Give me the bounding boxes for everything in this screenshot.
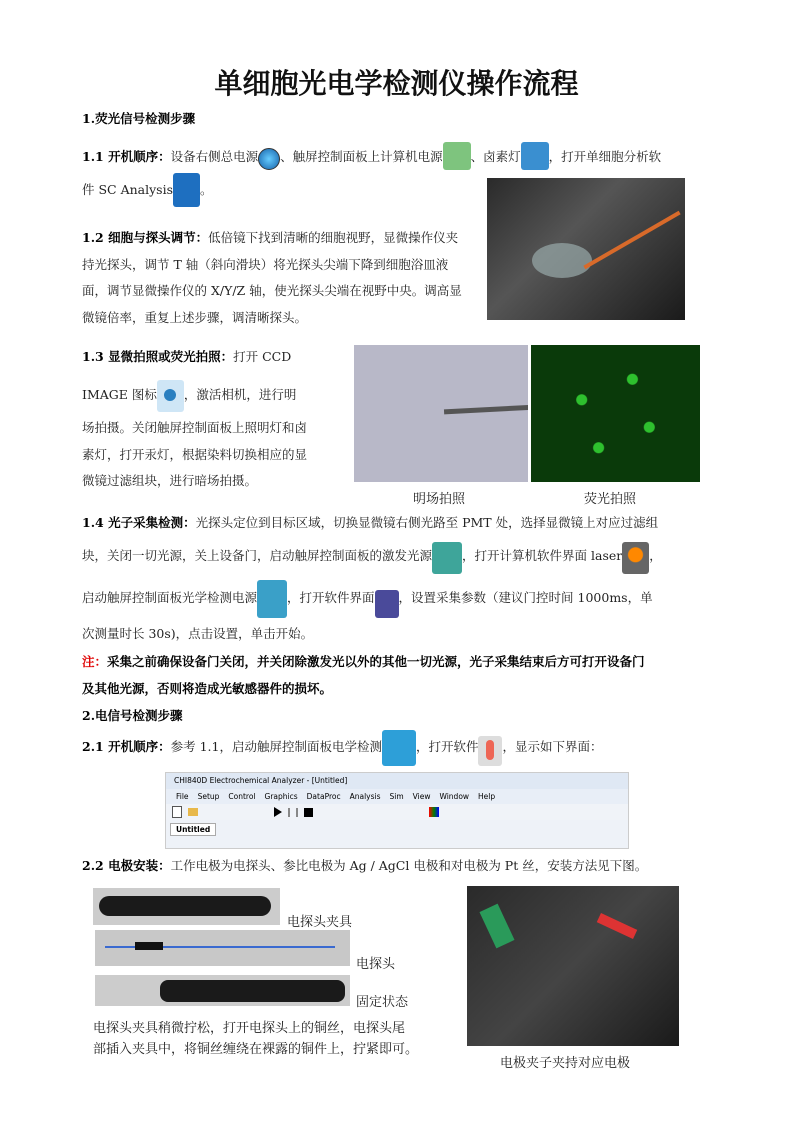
- text: 、卤素灯: [470, 149, 521, 164]
- text: 场拍摄。关闭触屏控制面板上照明灯和卤素灯，打开汞灯，根据染料切换相应的显微镜过滤组块，进行暗场拍摄。: [82, 420, 308, 488]
- para-label: 2.2 电极安装：: [82, 858, 171, 873]
- heading-text: 荧光信号检测步骤: [95, 111, 196, 126]
- laser-icon[interactable]: [622, 542, 649, 574]
- app-title-bar: CHI840D Electrochemical Analyzer - [Untitled]: [166, 773, 628, 789]
- stop-icon[interactable]: [304, 808, 313, 817]
- open-icon[interactable]: [188, 808, 198, 816]
- caption-probe-holder: 电探头夹具: [287, 915, 353, 930]
- text: ，打开软件: [415, 739, 479, 754]
- para-1-4-line1: [82, 513, 658, 533]
- play-icon[interactable]: [274, 807, 282, 817]
- menu-dataproc[interactable]: DataProc: [306, 792, 341, 801]
- electrical-detection-icon: [382, 730, 416, 766]
- sc-analysis-icon[interactable]: [173, 173, 200, 207]
- text: 设备右侧总电源: [170, 149, 259, 164]
- caption-electric-probe: 电探头: [356, 957, 396, 972]
- para-1-1-line1: [82, 142, 661, 170]
- caption-fluorescence: 荧光拍照: [584, 492, 637, 507]
- app-toolbar: [166, 804, 628, 820]
- section-2-heading: 2.电信号检测步骤: [82, 708, 183, 723]
- para-1-3-rest: [82, 415, 318, 495]
- section-1-heading: [82, 109, 195, 127]
- fixed-state-photo: [95, 975, 350, 1006]
- new-file-icon[interactable]: [172, 806, 182, 818]
- app-tab-bar: [166, 820, 628, 836]
- note-line1: [82, 652, 645, 670]
- para-1-3-line2: [82, 378, 296, 412]
- text: 块，关闭一切光源，关上设备门，启动触屏控制面板的激发光源: [82, 548, 433, 563]
- para-1-1-line2: [82, 173, 213, 207]
- text: ，设置采集参数（建议门控时间 1000ms，单: [398, 590, 653, 605]
- para-1-4-line4: 次测量时长 30s)，点击设置，单击开始。: [82, 626, 314, 641]
- photon-counting-icon[interactable]: [375, 590, 399, 618]
- menu-file[interactable]: File: [176, 792, 189, 801]
- para-1-4-line2: [82, 538, 662, 574]
- text: 光探头定位到目标区域，切换显微镜右侧光路至 PMT 处，选择显微镜上对应过滤组: [195, 515, 659, 530]
- power-icon: [258, 148, 280, 170]
- heading-num: 1.: [82, 111, 96, 126]
- computer-icon: [443, 142, 471, 170]
- app-menu-bar: [166, 789, 628, 804]
- text: IMAGE 图标: [82, 387, 157, 402]
- ccd-camera-icon: [157, 380, 184, 412]
- menu-graphics[interactable]: Graphics: [264, 792, 298, 801]
- excitation-light-icon: [432, 542, 462, 574]
- electrode-note-line2: 部插入夹具中，将铜丝缠绕在裸露的铜件上，拧紧即可。: [93, 1042, 419, 1057]
- electrode-note-line1: 电探头夹具稍微拧松，打开电探头上的铜丝，电探头尾: [93, 1021, 406, 1036]
- text: 参考 1.1，启动触屏控制面板电学检测: [170, 739, 382, 754]
- text: ，打开软件界面: [287, 590, 375, 605]
- caption-fixed-state: 固定状态: [356, 995, 409, 1010]
- pause-icon[interactable]: [288, 808, 298, 817]
- microscope-stage-photo: [487, 178, 685, 320]
- fluorescence-photo: [531, 345, 700, 482]
- note-line2: 及其他光源，否则将造成光敏感器件的损坏。: [82, 681, 333, 696]
- text: 采集之前确保设备门关闭，并关闭除激发光以外的其他一切光源，光子采集结束后方可打开设备门: [107, 654, 645, 669]
- para-label: 1.1 开机顺序：: [82, 149, 171, 164]
- optical-detection-icon: [257, 580, 287, 618]
- para-2-1: [82, 728, 603, 766]
- electric-probe-photo: [95, 930, 350, 966]
- caption-electrode-clip: 电极夹子夹持对应电极: [500, 1056, 631, 1071]
- tab-untitled[interactable]: Untitled: [170, 823, 216, 836]
- para-2-2: [82, 856, 647, 874]
- text: 启动触屏控制面板光学检测电源: [82, 590, 258, 605]
- page-title: 单细胞光电学检测仪操作流程: [214, 67, 579, 100]
- chi-software-icon[interactable]: [478, 736, 502, 766]
- menu-help[interactable]: Help: [478, 792, 496, 801]
- para-label: 1.2 细胞与探头调节：: [82, 230, 209, 245]
- halogen-lamp-icon: [521, 142, 549, 170]
- menu-window[interactable]: Window: [439, 792, 470, 801]
- probe-holder-photo: [93, 888, 280, 925]
- para-1-2: [82, 225, 464, 331]
- menu-setup[interactable]: Setup: [197, 792, 220, 801]
- menu-analysis[interactable]: Analysis: [349, 792, 381, 801]
- text: 。: [200, 182, 213, 197]
- color-icon[interactable]: [429, 807, 439, 817]
- text: ，激活相机，进行明: [183, 387, 297, 402]
- note-label: 注：: [82, 654, 108, 669]
- para-label: 1.4 光子采集检测：: [82, 515, 196, 530]
- text: 、触屏控制面板上计算机电源: [280, 149, 443, 164]
- electrode-clip-photo: [467, 886, 679, 1046]
- para-label: 2.1 开机顺序：: [82, 739, 171, 754]
- text: 件 SC Analysis: [82, 182, 173, 197]
- caption-bright-field: 明场拍照: [413, 492, 466, 507]
- para-label: 1.3 显微拍照或荧光拍照：: [82, 349, 234, 364]
- text: ，打开计算机软件界面 laser: [462, 548, 623, 563]
- text: 打开 CCD: [233, 349, 292, 364]
- text: 低倍镜下找到清晰的细胞视野，显微操作仪夹持光探头，调节 T 轴（斜向滑块）将光探头尖端下降到细胞浴皿液面，调节显微操作仪的 X/Y/Z 轴，使光探头尖端在视野中央。调高显微镜倍率，重复上述步骤，调清晰探头。: [82, 230, 462, 325]
- text: ，打开单细胞分析软: [548, 149, 662, 164]
- text: 工作电极为电探头、参比电极为 Ag / AgCl 电极和对电极为 Pt 丝，安装方法见下图。: [170, 858, 648, 873]
- bright-field-photo: [354, 345, 528, 482]
- text: ，显示如下界面：: [502, 739, 603, 754]
- menu-sim[interactable]: Sim: [389, 792, 404, 801]
- chi-app-window: [165, 772, 629, 849]
- para-1-3-line1: [82, 344, 291, 370]
- text: ，: [649, 548, 662, 563]
- menu-control[interactable]: Control: [228, 792, 256, 801]
- menu-view[interactable]: View: [412, 792, 431, 801]
- para-1-4-line3: [82, 578, 653, 618]
